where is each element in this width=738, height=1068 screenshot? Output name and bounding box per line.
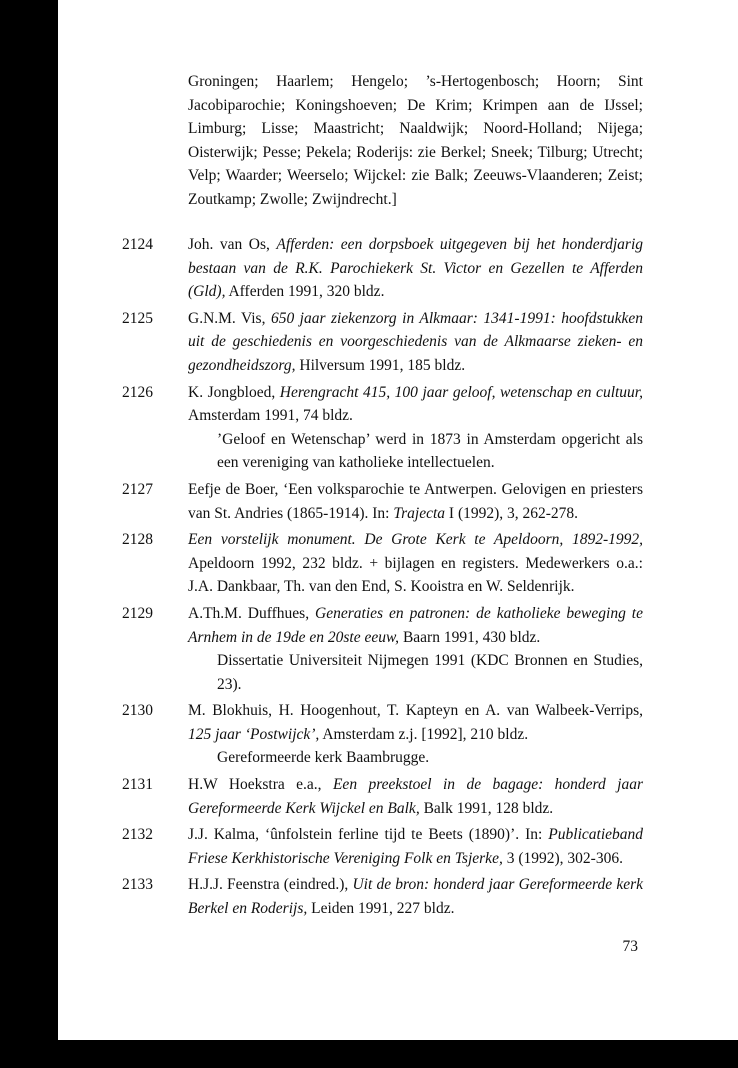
entry-2129 <box>0 602 738 696</box>
entry-text: G.N.M. Vis, 650 jaar ziekenzorg in Alkmaar: 1341-1991: hoofdstukken uit de geschiedenis en voorgeschiedenis van de Alkmaarse zieken- en gezondheidszorg, Hilversum 1991, 185 bldz. <box>188 309 643 374</box>
entry-2126 <box>0 381 738 475</box>
entry-2127 <box>0 478 738 525</box>
entry-2125 <box>0 307 738 378</box>
entry-2131 <box>0 773 738 820</box>
entry-2130 <box>0 699 738 770</box>
entry-note: ’Geloof en Wetenschap’ werd in 1873 in Amsterdam opgericht als een vereniging van katholieke intellectuelen. <box>217 430 643 472</box>
entry-text: J.J. Kalma, ‘ûnfolstein ferline tijd te Beets (1890)’. In: Publicatieband Friese Kerkhistorische Vereniging Folk en Tsjerke, 3 (1992), 302-306. <box>188 826 643 867</box>
entry-number: 2129 <box>122 604 153 622</box>
entry-note: Dissertatie Universiteit Nijmegen 1991 (KDC Bronnen en Studies, 23). <box>217 652 643 693</box>
entry-number: 2130 <box>122 702 153 720</box>
entry-2124 <box>0 233 738 304</box>
entry-text: K. Jongbloed, Herengracht 415, 100 jaar geloof, wetenschap en cultuur, Amsterdam 1991, 74 bldz. <box>188 383 643 425</box>
entry-2133 <box>0 873 738 920</box>
entry-number: 2133 <box>122 876 153 894</box>
entry-text: Een vorstelijk monument. De Grote Kerk te Apeldoorn, 1892-1992, Apeldoorn 1992, 232 bldz. + bijlagen en registers. Medewerkers o.a.: J.A. Dankbaar, Th. van den End, S. Kooistra en W. Seldenrijk. <box>188 531 643 596</box>
entry-2128 <box>0 528 738 599</box>
entry-number: 2131 <box>122 776 153 794</box>
intro-paragraph: Groningen; Haarlem; Hengelo; ’s-Hertogenbosch; Hoorn; Sint Jacobiparochie; Koningshoeven; De Krim; Krimpen aan de IJssel; Limburg; Lisse; Maastricht; Naaldwijk; Noord-Holland; Nijega; Oisterwijk; Pesse; Pekela; Roderijs: zie Berkel; Sneek; Tilburg; Utrecht; Velp; Waarder; Weerselo; Wijckel: zie Balk; Zeeuws-Vlaanderen; Zeist; Zoutkamp; Zwolle; Zwijndrecht.] <box>188 73 643 208</box>
page-number: 73 <box>622 938 638 955</box>
entry-number: 2128 <box>122 531 153 549</box>
entry-number: 2127 <box>122 480 153 498</box>
entry-text: H.W Hoekstra e.a., Een preekstoel in de bagage: honderd jaar Gereformeerde Kerk Wijckel en Balk, Balk 1991, 128 bldz. <box>188 776 643 817</box>
entry-text: A.Th.M. Duffhues, Generaties en patronen: de katholieke beweging te Arnhem in de 19de en 20ste eeuw, Baarn 1991, 430 bldz. <box>188 604 643 646</box>
scan-border-bottom <box>0 1040 738 1068</box>
entry-text: H.J.J. Feenstra (eindred.), Uit de bron: honderd jaar Gereformeerde kerk Berkel en Roderijs, Leiden 1991, 227 bldz. <box>188 876 643 918</box>
entry-number: 2124 <box>122 236 153 253</box>
entry-number: 2125 <box>122 309 153 327</box>
entry-note: Gereformeerde kerk Baambrugge. <box>217 749 430 767</box>
entry-number: 2126 <box>122 383 153 401</box>
entry-number: 2132 <box>122 826 153 844</box>
entry-text: Eefje de Boer, ‘Een volksparochie te Antwerpen. Gelovigen en priesters van St. Andries (1865-1914). In: Trajecta I (1992), 3, 262-278. <box>188 480 643 522</box>
bibliography-list <box>0 233 738 924</box>
entry-2132 <box>0 823 738 870</box>
entry-text: M. Blokhuis, H. Hoogenhout, T. Kapteyn en A. van Walbeek-Verrips, 125 jaar ‘Postwijck’, Amsterdam z.j. [1992], 210 bldz. <box>188 702 643 743</box>
entry-text: Joh. van Os, Afferden: een dorpsboek uitgegeven bij het honderdjarig bestaan van de R.K. Parochiekerk St. Victor en Gezellen te Afferden (Gld), Afferden 1991, 320 bldz. <box>188 236 643 301</box>
